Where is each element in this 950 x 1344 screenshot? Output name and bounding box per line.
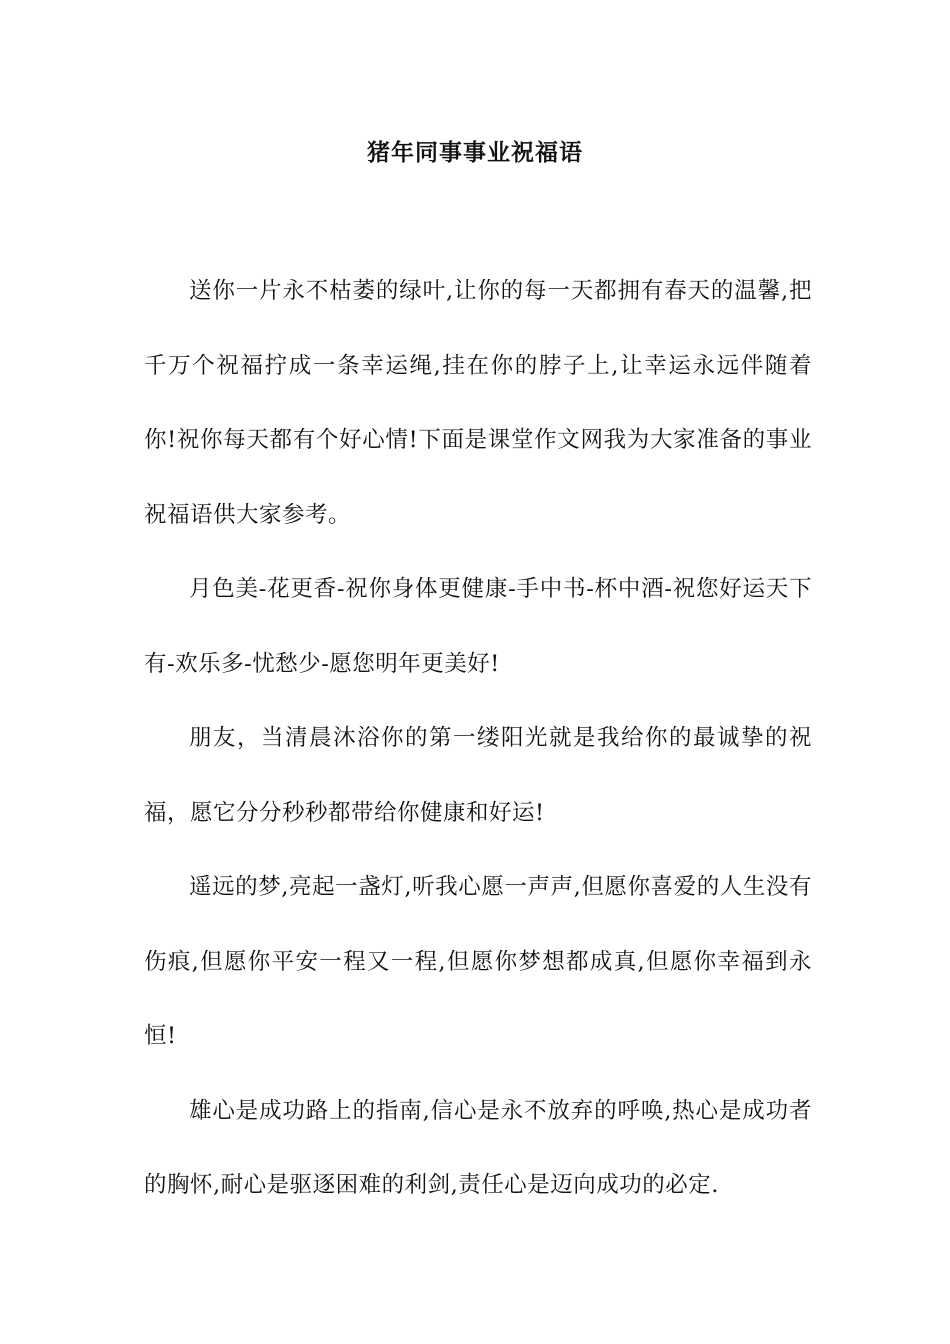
document-body — [144, 254, 812, 1223]
paragraph-4: 遥远的梦,亮起一盏灯,听我心愿一声声,但愿你喜爱的人生没有伤痕,但愿你平安一程又一程,但愿你梦想都成真,但愿你幸福到永恒! — [144, 874, 812, 1049]
paragraph-2: 月色美-花更香-祝你身体更健康-手中书-杯中酒-祝您好运天下有-欢乐多-忧愁少-愿您明年更美好! — [144, 576, 812, 677]
document-title: 猪年同事事业祝福语 — [367, 140, 583, 166]
paragraph-3: 朋友，当清晨沐浴你的第一缕阳光就是我给你的最诚挚的祝福，愿它分分秒秒都带给你健康和好运! — [144, 725, 812, 826]
paragraph-5: 雄心是成功路上的指南,信心是永不放弃的呼唤,热心是成功者的胸怀,耐心是驱逐困难的利剑,责任心是迈向成功的必定. — [144, 1097, 812, 1198]
paragraph-1: 送你一片永不枯萎的绿叶,让你的每一天都拥有春天的温馨,把千万个祝福拧成一条幸运绳,挂在你的脖子上,让幸运永远伴随着你!祝你每天都有个好心情!下面是课堂作文网我为大家准备的事业祝福语供大家参考。 — [144, 278, 812, 528]
